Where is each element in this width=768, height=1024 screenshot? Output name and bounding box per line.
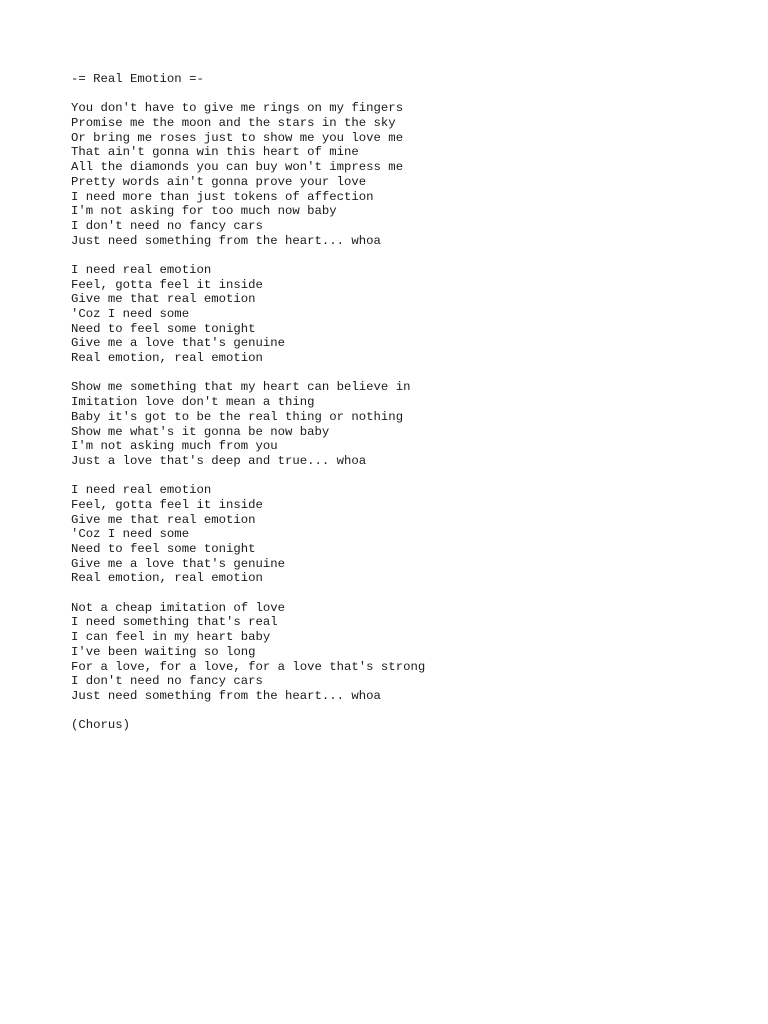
lyric-line: Need to feel some tonight [71, 321, 256, 336]
lyric-line: Give me that real emotion [71, 292, 256, 307]
lyric-line: Give me a love that's genuine [71, 336, 286, 351]
lyric-line: Pretty words ain't gonna prove your love [71, 174, 367, 189]
lyric-line: That ain't gonna win this heart of mine [71, 145, 359, 160]
stanza-bridge [71, 601, 731, 704]
lyric-line: Imitation love don't mean a thing [71, 395, 315, 410]
lyric-line: I don't need no fancy cars [71, 218, 263, 233]
lyric-line: All the diamonds you can buy won't impress me [71, 160, 404, 175]
lyric-line: Or bring me roses just to show me you love me [71, 130, 404, 145]
stanza-verse-2 [71, 380, 731, 468]
lyric-line: Need to feel some tonight [71, 542, 256, 557]
lyric-line: Baby it's got to be the real thing or nothing [71, 409, 404, 424]
lyrics-document [71, 72, 731, 733]
lyric-line: Give me a love that's genuine [71, 556, 286, 571]
lyric-line: Promise me the moon and the stars in the sky [71, 116, 396, 131]
stanza-chorus-1 [71, 263, 731, 366]
lyric-line: For a love, for a love, for a love that's strong [71, 659, 426, 674]
lyric-line: Give me that real emotion [71, 512, 256, 527]
lyric-line: I need more than just tokens of affection [71, 189, 374, 204]
lyric-line: I need real emotion [71, 262, 212, 277]
lyric-line: I'm not asking much from you [71, 439, 278, 454]
lyric-line: I need real emotion [71, 483, 212, 498]
lyric-line: Just need something from the heart... whoa [71, 688, 381, 703]
stanza-chorus-2 [71, 483, 731, 586]
lyric-line: You don't have to give me rings on my fingers [71, 101, 404, 116]
lyric-line: Just need something from the heart... whoa [71, 233, 381, 248]
lyric-line: Just a love that's deep and true... whoa [71, 453, 367, 468]
lyric-line: Real emotion, real emotion [71, 351, 263, 366]
stanza-verse-1 [71, 101, 731, 248]
lyric-line: Feel, gotta feel it inside [71, 497, 263, 512]
song-title: -= Real Emotion =- [71, 72, 204, 86]
lyric-line: Real emotion, real emotion [71, 571, 263, 586]
lyric-line: Feel, gotta feel it inside [71, 277, 263, 292]
lyric-line: I can feel in my heart baby [71, 630, 271, 645]
lyric-line: 'Coz I need some [71, 307, 190, 322]
lyric-line: I'm not asking for too much now baby [71, 204, 337, 219]
lyric-line: Show me what's it gonna be now baby [71, 424, 330, 439]
chorus-note: (Chorus) [71, 718, 131, 733]
lyric-line: Show me something that my heart can believe in [71, 380, 411, 395]
lyric-line: I don't need no fancy cars [71, 674, 263, 689]
lyric-line: 'Coz I need some [71, 527, 190, 542]
lyric-line: I've been waiting so long [71, 644, 256, 659]
lyric-line: Not a cheap imitation of love [71, 600, 286, 615]
lyric-line: I need something that's real [71, 615, 278, 630]
